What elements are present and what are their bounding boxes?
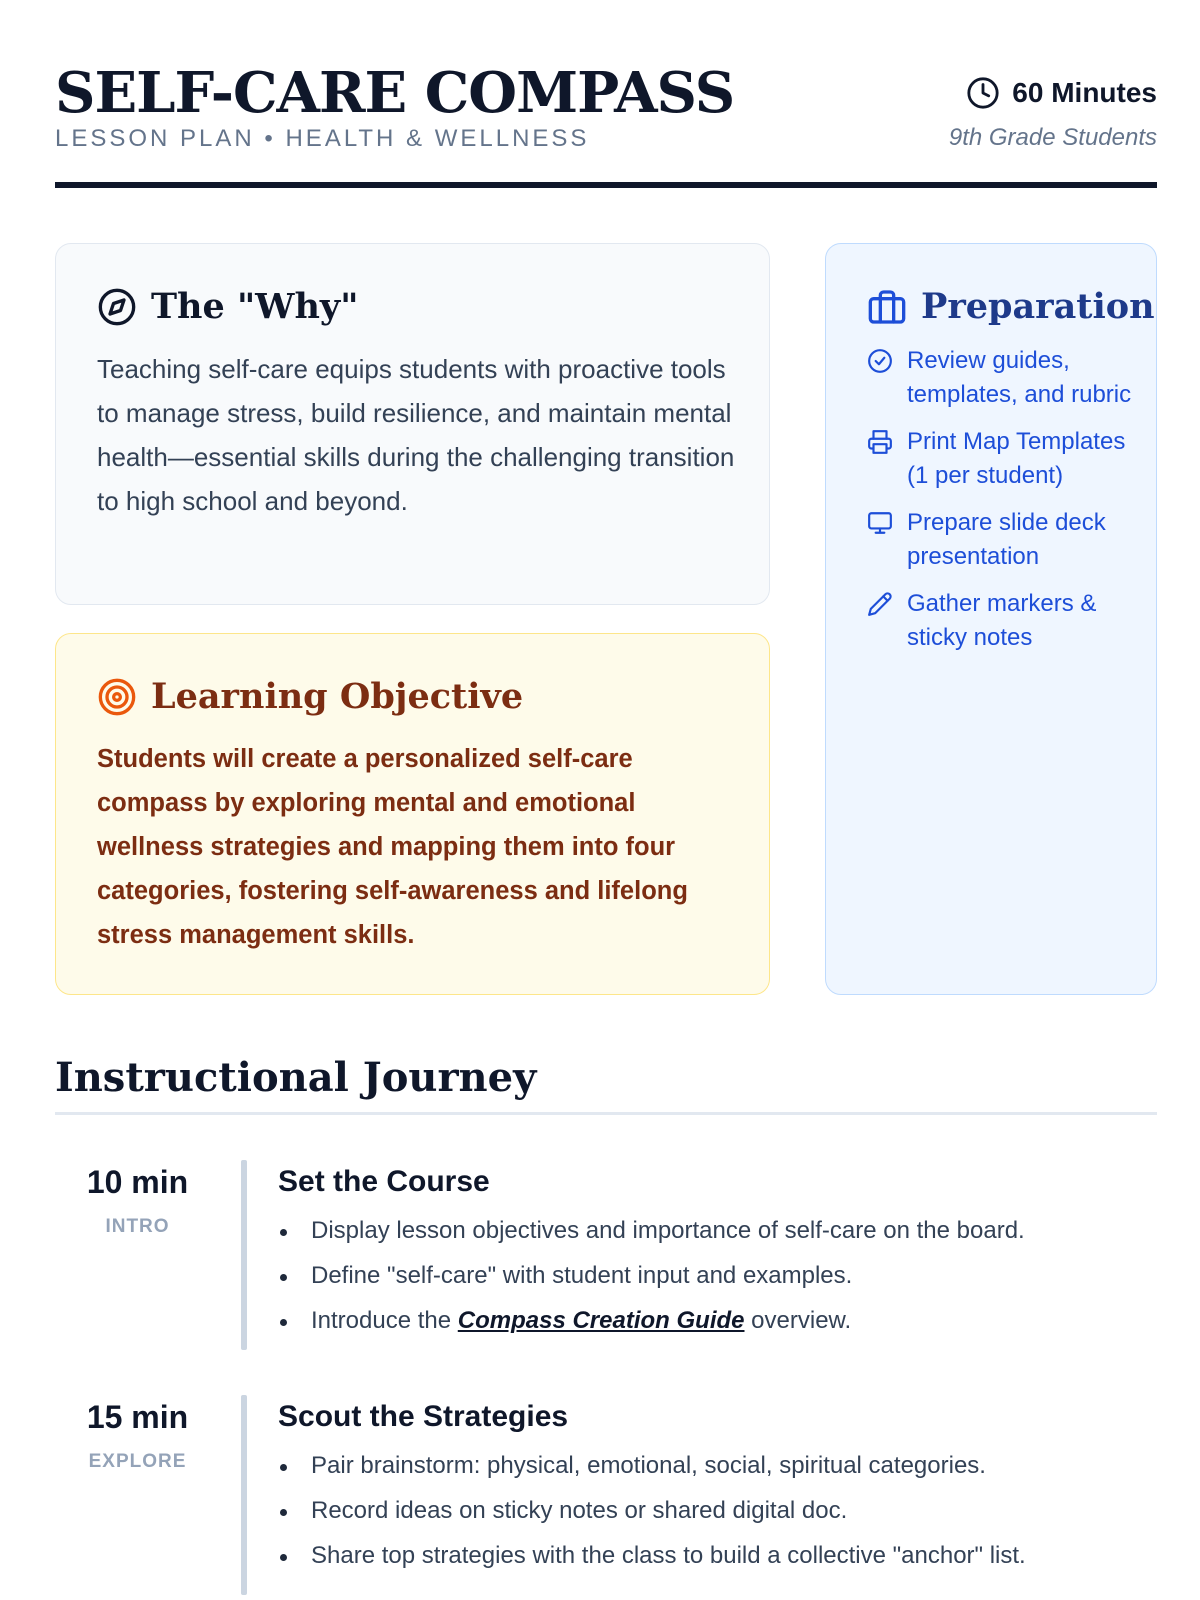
objective-card: [55, 633, 770, 995]
step-title: Set the Course: [278, 1165, 490, 1198]
list-item: Define "self-care" with student input and examples.: [278, 1259, 1148, 1293]
step-content: [278, 1160, 1148, 1349]
step-title: Scout the Strategies: [278, 1400, 569, 1433]
journey-step: [55, 1395, 1157, 1595]
list-item: [867, 587, 1137, 655]
duration-label: 60 Minutes: [1012, 77, 1157, 108]
why-title: The "Why": [151, 286, 359, 327]
monitor-icon: [867, 510, 893, 536]
step-timeline-bar: [241, 1160, 247, 1350]
objective-title: Learning Objective: [151, 676, 524, 717]
page-title: SELF-CARE COMPASS: [55, 60, 735, 126]
pencil-icon: [867, 591, 893, 617]
list-item: Pair brainstorm: physical, emotional, social, spiritual categories.: [278, 1449, 1148, 1483]
step-duration: 10 min: [86, 1164, 189, 1200]
step-phase: EXPLORE: [88, 1451, 187, 1472]
list-item: Record ideas on sticky notes or shared digital doc.: [278, 1494, 1148, 1528]
check-circle-icon: [867, 348, 893, 374]
step-duration: 15 min: [86, 1399, 189, 1435]
duration-info: [966, 76, 1157, 110]
compass-guide-link[interactable]: Compass Creation Guide: [457, 1307, 745, 1334]
step-time: [55, 1160, 220, 1238]
list-item: [867, 506, 1137, 574]
why-card: [55, 243, 770, 605]
step-phase: INTRO: [105, 1216, 170, 1237]
preparation-list: [867, 344, 1137, 668]
list-item-suffix: overview.: [744, 1307, 852, 1334]
preparation-title: Preparation: [921, 286, 1155, 327]
step-activity-list: [278, 1214, 1148, 1338]
preparation-card-header: [867, 284, 1155, 330]
audience-label: 9th Grade Students: [948, 124, 1157, 151]
section-divider: [55, 1112, 1157, 1115]
list-item: [867, 425, 1137, 493]
objective-body: Students will create a personalized self-care compass by exploring mental and emotional wellness strategies and mapping them into four categories, fostering self-awareness and lifelong stress management skills.: [97, 745, 688, 949]
preparation-card: [825, 243, 1157, 995]
target-icon: [97, 677, 137, 717]
list-item: [867, 344, 1137, 412]
list-item: [278, 1304, 1148, 1338]
preparation-item-label: Prepare slide deck presentation: [907, 509, 1106, 570]
list-item: Display lesson objectives and importance of self-care on the board.: [278, 1214, 1148, 1248]
step-time: [55, 1395, 220, 1473]
briefcase-icon: [867, 287, 907, 327]
header-divider: [55, 182, 1157, 188]
preparation-item-label: Review guides, templates, and rubric: [907, 347, 1132, 408]
step-content: [278, 1395, 1148, 1584]
compass-icon: [97, 287, 137, 327]
step-timeline-bar: [241, 1395, 247, 1595]
page-subtitle: LESSON PLAN • HEALTH & WELLNESS: [55, 125, 590, 152]
why-card-header: [97, 284, 359, 330]
preparation-item-label: Gather markers & sticky notes: [907, 590, 1097, 651]
step-activity-list: [278, 1449, 1148, 1573]
objective-card-header: [97, 674, 523, 720]
clock-icon: [966, 76, 1000, 110]
lesson-header: [55, 58, 1157, 190]
journey-step: [55, 1160, 1157, 1350]
section-title: Instructional Journey: [55, 1054, 537, 1101]
list-item-prefix: Introduce the: [311, 1307, 458, 1334]
printer-icon: [867, 429, 893, 455]
why-body: Teaching self-care equips students with proactive tools to manage stress, build resilience, and maintain mental health—essential skills during the challenging transition to high school and beyond.: [97, 354, 735, 516]
list-item: Share top strategies with the class to build a collective "anchor" list.: [278, 1539, 1148, 1573]
preparation-item-label: Print Map Templates (1 per student): [907, 428, 1126, 489]
